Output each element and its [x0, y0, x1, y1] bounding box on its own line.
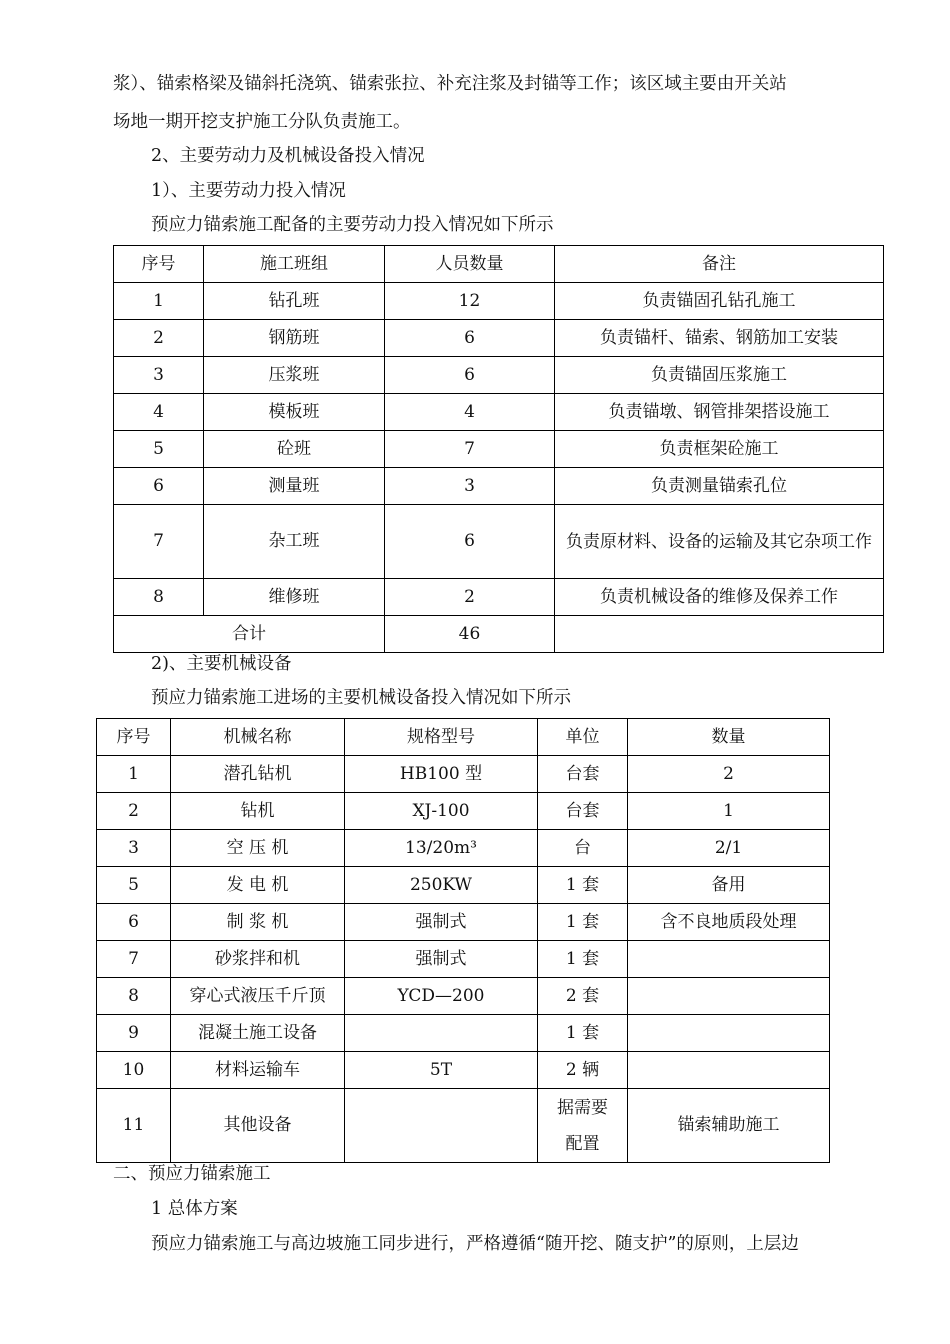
- cell: 6: [385, 357, 555, 394]
- cell: 5: [97, 867, 171, 904]
- table-row: [114, 468, 884, 505]
- machine-table: [96, 718, 830, 1163]
- table-row: [97, 1089, 830, 1163]
- cell: 台套: [538, 793, 628, 830]
- cell: 11: [97, 1089, 171, 1163]
- cell: 8: [97, 978, 171, 1015]
- table-row: [97, 941, 830, 978]
- table-intro: 预应力锚索施工配备的主要劳动力投入情况如下所示: [151, 215, 554, 235]
- cell: 6: [97, 904, 171, 941]
- cell: 台套: [538, 756, 628, 793]
- cell: 材料运输车: [171, 1052, 345, 1089]
- cell: 负责锚墩、钢管排架搭设施工: [555, 394, 884, 431]
- cell: 含不良地质段处理: [628, 904, 830, 941]
- cell: 8: [114, 579, 204, 616]
- cell: XJ-100: [345, 793, 538, 830]
- subsection-heading: 1 总体方案: [151, 1199, 238, 1219]
- table-row: [114, 394, 884, 431]
- cell: 钢筋班: [204, 320, 385, 357]
- cell: 4: [114, 394, 204, 431]
- cell: 钻孔班: [204, 283, 385, 320]
- section-heading: 2、主要劳动力及机械设备投入情况: [151, 146, 425, 166]
- table-total-row: [114, 616, 884, 653]
- col-header: 规格型号: [345, 719, 538, 756]
- cell: 1: [114, 283, 204, 320]
- table-row: [114, 357, 884, 394]
- paragraph-line: 浆）、锚索格梁及锚斜托浇筑、锚索张拉、补充注浆及封锚等工作；该区域主要由开关站: [113, 74, 787, 94]
- cell: 6: [385, 320, 555, 357]
- cell: 潜孔钻机: [171, 756, 345, 793]
- table-row: [97, 793, 830, 830]
- cell: 1 套: [538, 867, 628, 904]
- cell: 砼班: [204, 431, 385, 468]
- cell: 10: [97, 1052, 171, 1089]
- cell: 负责原材料、设备的运输及其它杂项工作: [555, 505, 884, 579]
- paragraph-line: 预应力锚索施工与高边坡施工同步进行，严格遵循“随开挖、随支护”的原则，上层边: [151, 1234, 799, 1254]
- cell: [345, 1015, 538, 1052]
- cell: 3: [97, 830, 171, 867]
- total-label: 合计: [114, 616, 385, 653]
- col-header: 数量: [628, 719, 830, 756]
- cell: [345, 1089, 538, 1163]
- cell: 发 电 机: [171, 867, 345, 904]
- cell: 1 套: [538, 1015, 628, 1052]
- cell: 负责框架砼施工: [555, 431, 884, 468]
- labor-table: [113, 245, 884, 653]
- table-row: [97, 756, 830, 793]
- col-header: 施工班组: [204, 246, 385, 283]
- table-header-row: [114, 246, 884, 283]
- cell: 9: [97, 1015, 171, 1052]
- cell: 2 套: [538, 978, 628, 1015]
- cell: YCD—200: [345, 978, 538, 1015]
- col-header: 序号: [97, 719, 171, 756]
- cell: 7: [114, 505, 204, 579]
- total-value: 46: [385, 616, 555, 653]
- table-row: [97, 867, 830, 904]
- cell: 台: [538, 830, 628, 867]
- table-row: [97, 904, 830, 941]
- cell: 强制式: [345, 904, 538, 941]
- subsection-heading: 1）、主要劳动力投入情况: [151, 181, 346, 201]
- cell: 强制式: [345, 941, 538, 978]
- cell: 2: [114, 320, 204, 357]
- col-header: 序号: [114, 246, 204, 283]
- table-intro: 预应力锚索施工进场的主要机械设备投入情况如下所示: [151, 688, 571, 708]
- cell: 2 辆: [538, 1052, 628, 1089]
- cell: 砂浆拌和机: [171, 941, 345, 978]
- cell: HB100 型: [345, 756, 538, 793]
- cell: 空 压 机: [171, 830, 345, 867]
- cell: 测量班: [204, 468, 385, 505]
- cell: 其他设备: [171, 1089, 345, 1163]
- table-row: [114, 579, 884, 616]
- cell: 3: [114, 357, 204, 394]
- cell: 负责机械设备的维修及保养工作: [555, 579, 884, 616]
- cell: 压浆班: [204, 357, 385, 394]
- cell: 制 浆 机: [171, 904, 345, 941]
- col-header: 单位: [538, 719, 628, 756]
- cell: 6: [114, 468, 204, 505]
- table-row: [114, 320, 884, 357]
- cell: [628, 978, 830, 1015]
- cell: 穿心式液压千斤顶: [171, 978, 345, 1015]
- cell: 5T: [345, 1052, 538, 1089]
- cell: 负责锚杆、锚索、钢筋加工安装: [555, 320, 884, 357]
- cell: 2: [628, 756, 830, 793]
- cell: 7: [385, 431, 555, 468]
- cell: 250KW: [345, 867, 538, 904]
- cell: 3: [385, 468, 555, 505]
- cell: 备用: [628, 867, 830, 904]
- cell: 1 套: [538, 941, 628, 978]
- cell: 2: [385, 579, 555, 616]
- section-heading: 二、预应力锚索施工: [113, 1164, 271, 1184]
- cell: [628, 941, 830, 978]
- total-note: [555, 616, 884, 653]
- cell: 2: [97, 793, 171, 830]
- cell: 7: [97, 941, 171, 978]
- cell: 负责测量锚索孔位: [555, 468, 884, 505]
- table-row: [114, 283, 884, 320]
- subsection-heading: 2)、主要机械设备: [151, 654, 292, 674]
- cell: [628, 1015, 830, 1052]
- cell: 据需要配置: [538, 1089, 628, 1163]
- cell: 1: [628, 793, 830, 830]
- col-header: 机械名称: [171, 719, 345, 756]
- table-row: [114, 505, 884, 579]
- cell: 1 套: [538, 904, 628, 941]
- cell: 钻机: [171, 793, 345, 830]
- cell: 5: [114, 431, 204, 468]
- cell: 6: [385, 505, 555, 579]
- cell: 负责锚固压浆施工: [555, 357, 884, 394]
- cell: [628, 1052, 830, 1089]
- cell: 杂工班: [204, 505, 385, 579]
- table-row: [97, 830, 830, 867]
- table-row: [114, 431, 884, 468]
- col-header: 人员数量: [385, 246, 555, 283]
- paragraph-line: 场地一期开挖支护施工分队负责施工。: [113, 112, 411, 132]
- cell: 4: [385, 394, 555, 431]
- cell: 13/20m³: [345, 830, 538, 867]
- cell: 2/1: [628, 830, 830, 867]
- table-row: [97, 1052, 830, 1089]
- cell: 模板班: [204, 394, 385, 431]
- table-row: [97, 978, 830, 1015]
- table-row: [97, 1015, 830, 1052]
- cell: 1: [97, 756, 171, 793]
- cell: 混凝土施工设备: [171, 1015, 345, 1052]
- table-header-row: [97, 719, 830, 756]
- col-header: 备注: [555, 246, 884, 283]
- cell: 12: [385, 283, 555, 320]
- cell: 负责锚固孔钻孔施工: [555, 283, 884, 320]
- cell: 维修班: [204, 579, 385, 616]
- cell: 锚索辅助施工: [628, 1089, 830, 1163]
